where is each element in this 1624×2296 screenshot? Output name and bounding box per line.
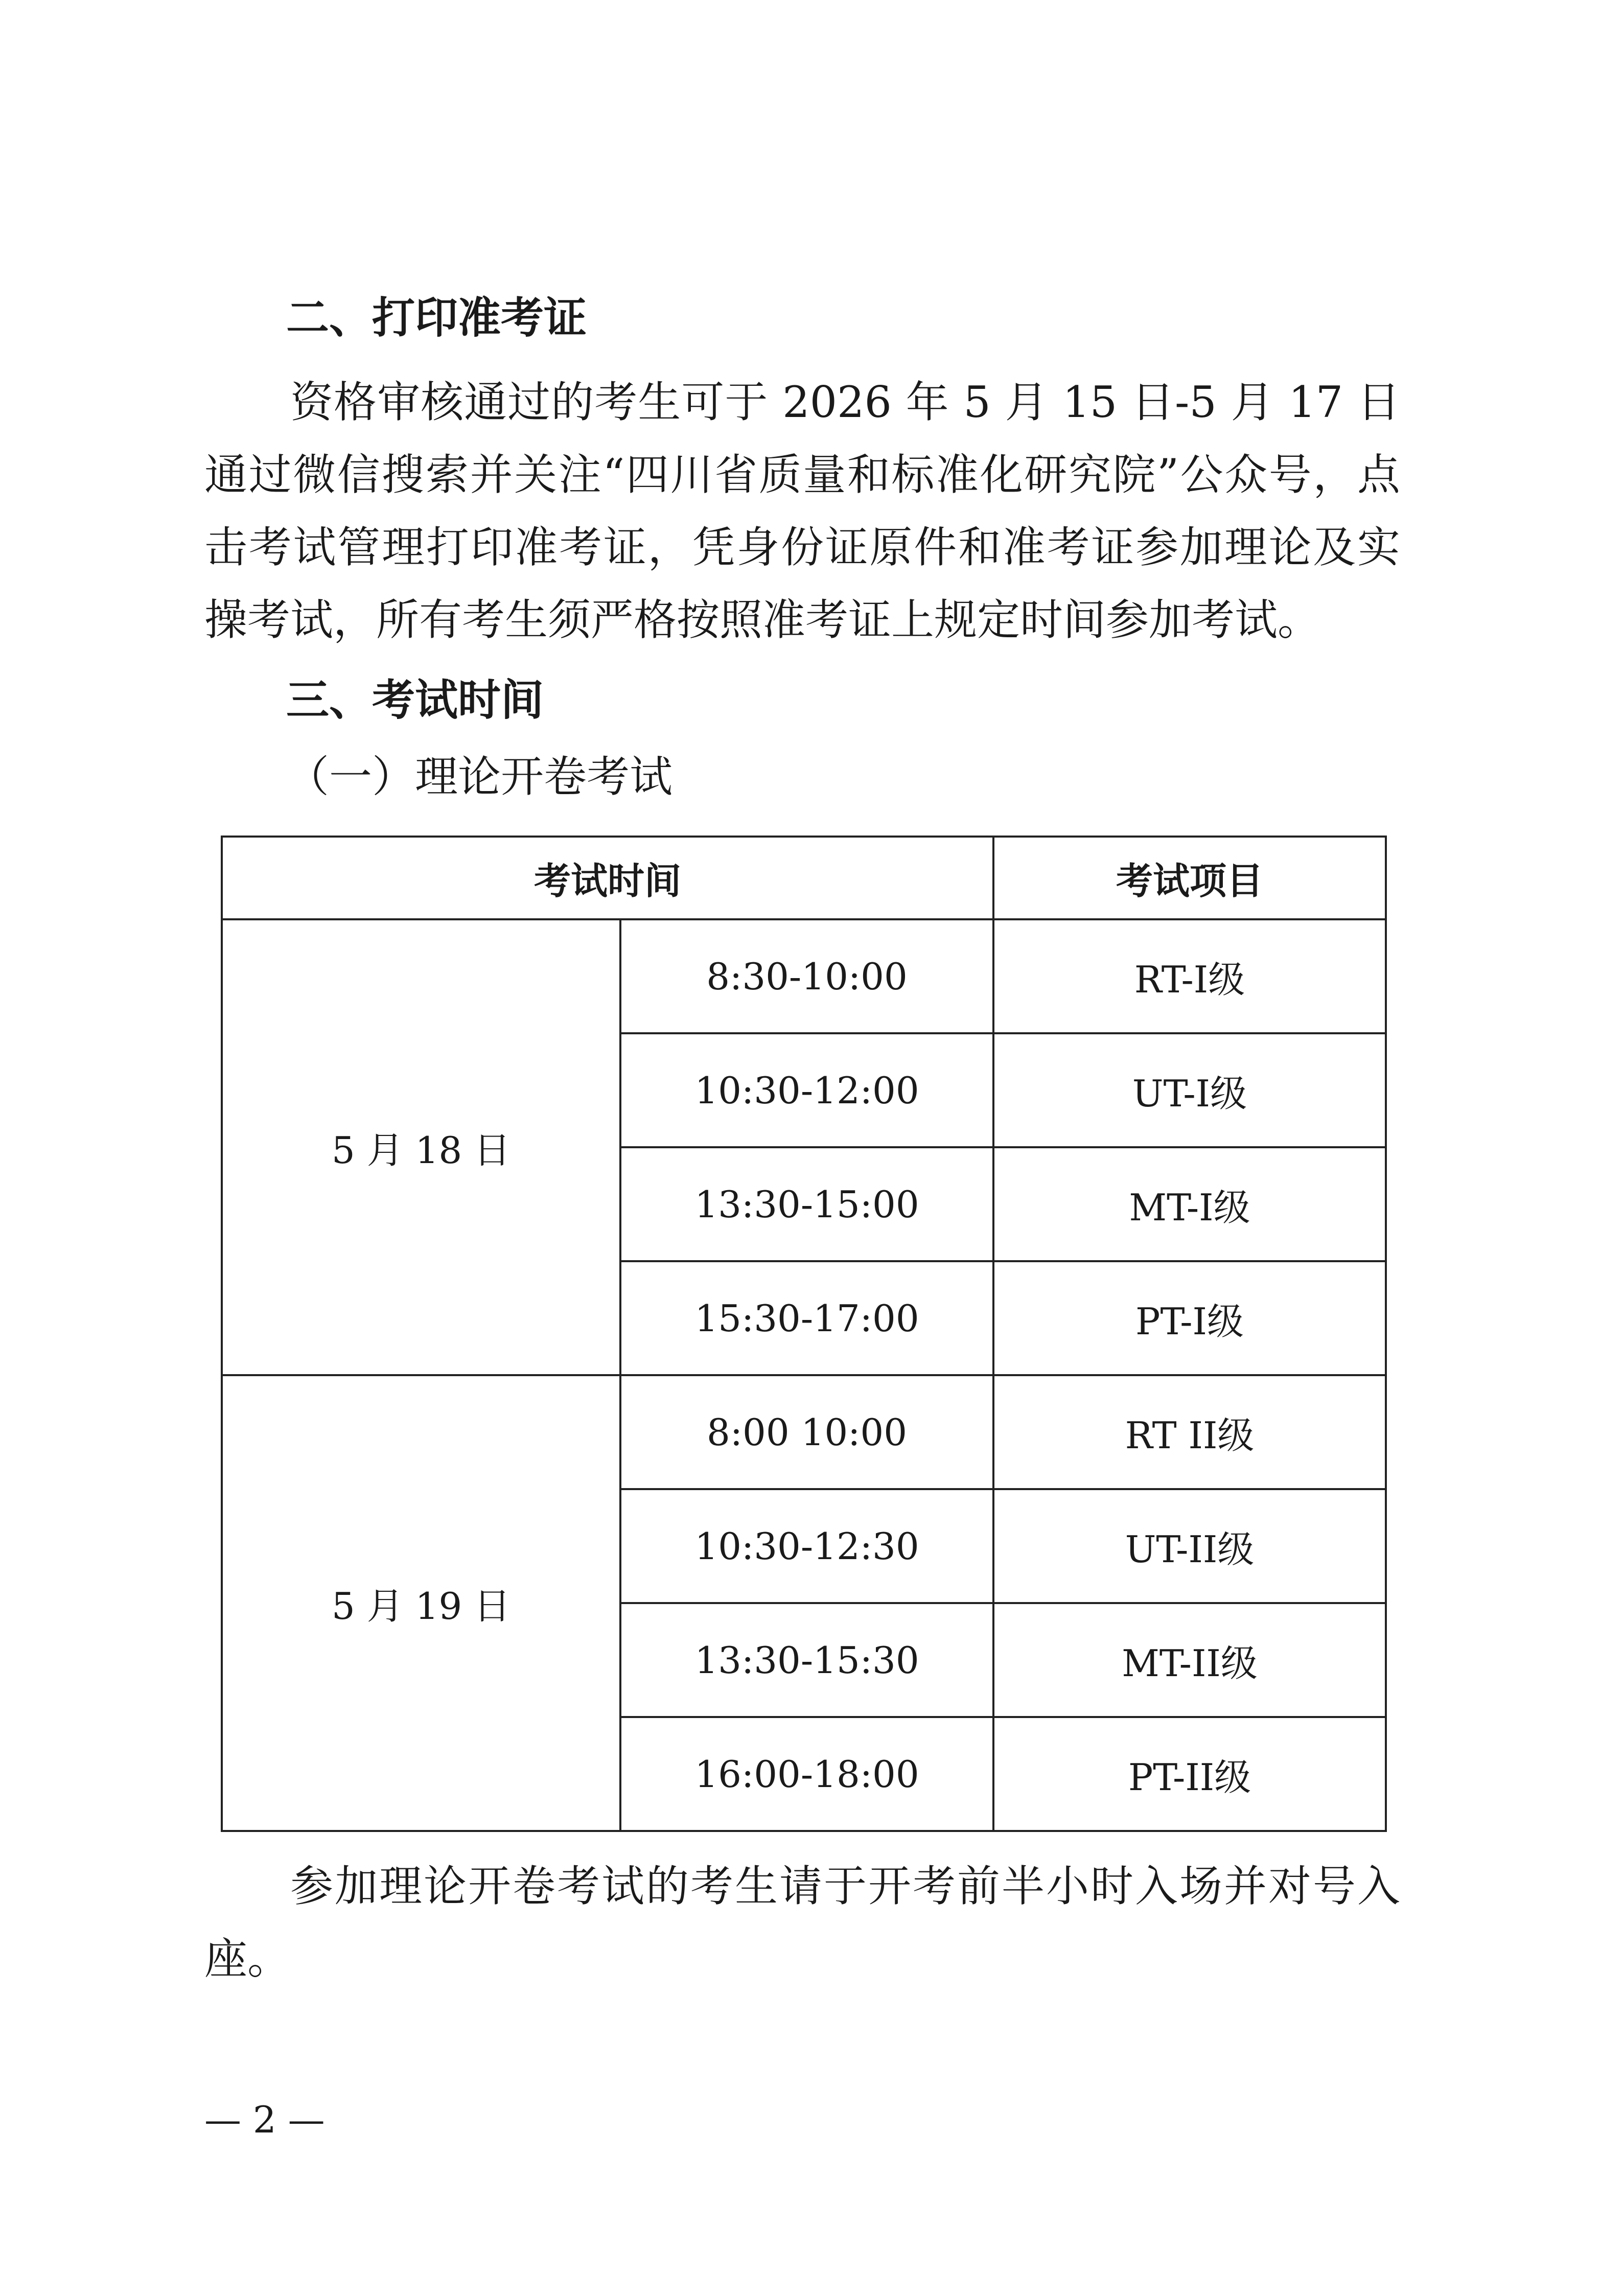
date-cell-day1: 5 月 18 日 bbox=[222, 919, 620, 1375]
item-cell: MT-II级 bbox=[993, 1603, 1386, 1717]
time-cell: 8:00 10:00 bbox=[620, 1375, 993, 1489]
table-row bbox=[222, 919, 1386, 1033]
section-heading-exam-time: 三、考试时间 bbox=[286, 675, 544, 725]
paragraph-entry-note: 参加理论开卷考试的考生请于开考前半小时入场并对号入座。 bbox=[204, 1861, 1400, 1984]
time-cell: 10:30-12:30 bbox=[620, 1489, 993, 1603]
time-cell: 13:30-15:30 bbox=[620, 1603, 993, 1717]
section-heading-print-admission: 二、打印准考证 bbox=[286, 293, 587, 343]
header-exam-time: 考试时间 bbox=[222, 837, 993, 919]
item-cell: MT-I级 bbox=[993, 1147, 1386, 1261]
exam-schedule-table bbox=[221, 836, 1387, 1832]
time-cell: 15:30-17:00 bbox=[620, 1261, 993, 1375]
time-cell: 10:30-12:00 bbox=[620, 1033, 993, 1147]
time-cell: 13:30-15:00 bbox=[620, 1147, 993, 1261]
subheading-theory-exam: （一）理论开卷考试 bbox=[286, 752, 673, 802]
item-cell: PT-I级 bbox=[993, 1261, 1386, 1375]
table-row bbox=[222, 1375, 1386, 1489]
date-cell-day2: 5 月 19 日 bbox=[222, 1375, 620, 1831]
item-cell: RT-I级 bbox=[993, 919, 1386, 1033]
item-cell: UT-I级 bbox=[993, 1033, 1386, 1147]
time-cell: 16:00-18:00 bbox=[620, 1717, 993, 1831]
item-cell: UT-II级 bbox=[993, 1489, 1386, 1603]
header-exam-item: 考试项目 bbox=[993, 837, 1386, 919]
item-cell: PT-II级 bbox=[993, 1717, 1386, 1831]
table-header-row bbox=[222, 837, 1386, 919]
time-cell: 8:30-10:00 bbox=[620, 919, 993, 1033]
page-number: — 2 — bbox=[204, 2098, 325, 2141]
item-cell: RT II级 bbox=[993, 1375, 1386, 1489]
paragraph-print-admission: 资格审核通过的考生可于 2026 年 5 月 15 日-5 月 17 日通过微信搜索并关注“四川省质量和标准化研究院”公众号，点击考试管理打印准考证，凭身份证原件和准考证参加理论及实操考试，所有考生须严格按照准考证上规定时间参加考试。 bbox=[204, 377, 1400, 645]
